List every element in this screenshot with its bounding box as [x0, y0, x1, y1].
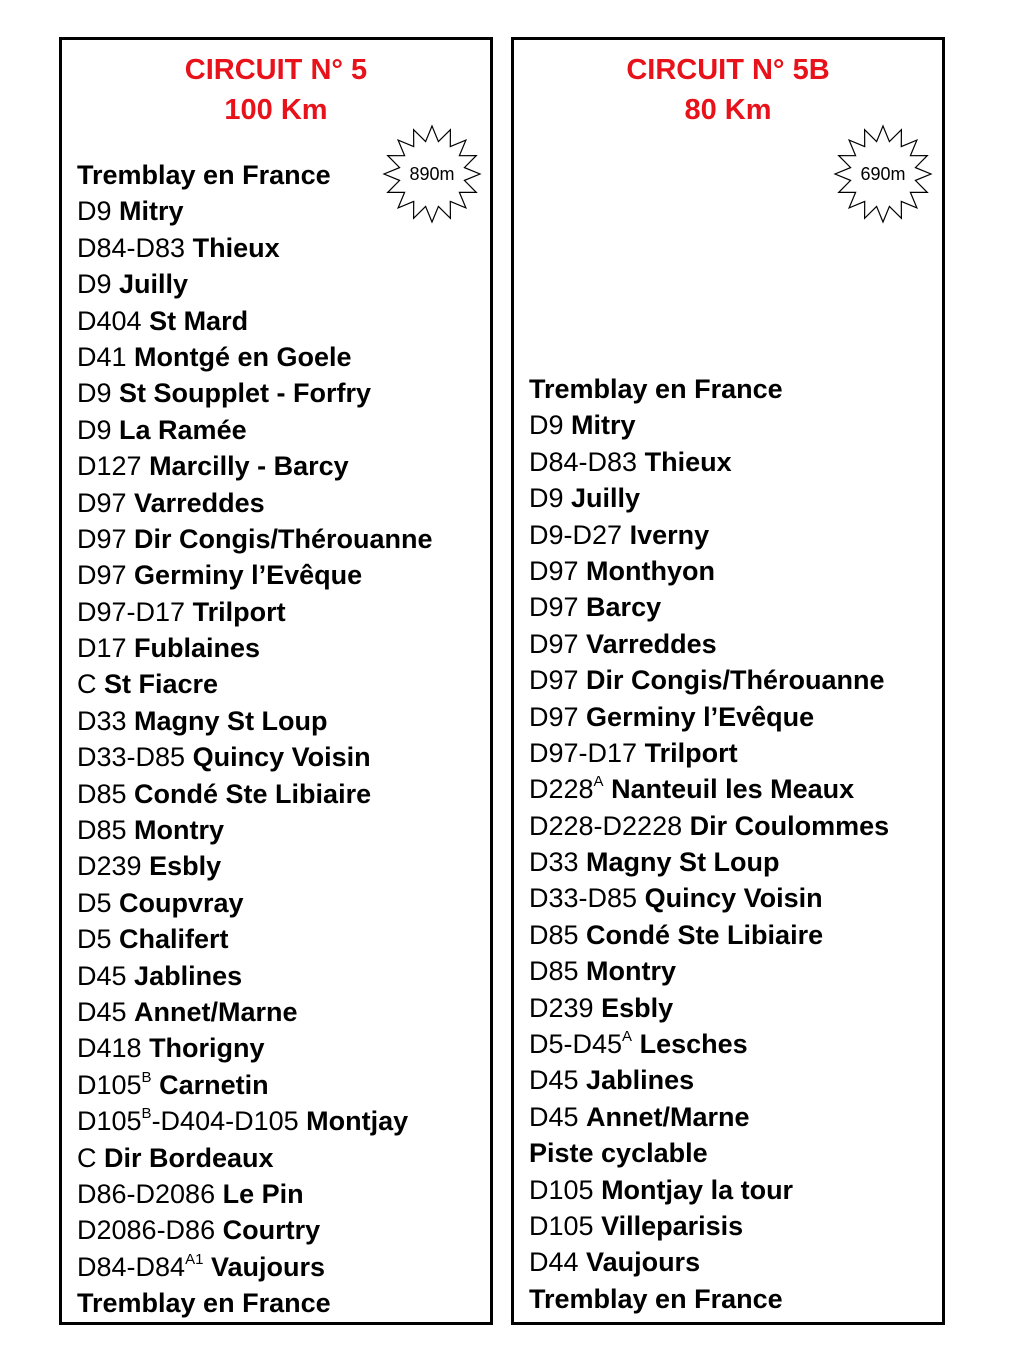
place-name: Thieux: [192, 232, 280, 263]
route-stop: [529, 662, 889, 698]
route-stop: [77, 230, 433, 266]
place-name: Quincy Voisin: [644, 883, 823, 914]
place-name: Marcilly - Barcy: [149, 451, 349, 482]
road-number: D33: [77, 705, 127, 736]
place-name: Vaujours: [586, 1247, 701, 1278]
road-number: D5: [77, 887, 112, 918]
route-stop: [529, 553, 889, 589]
circuit-5b-elevation: 690m: [860, 164, 906, 184]
route-stop: [77, 485, 433, 521]
circuit-5b-header: [514, 50, 942, 130]
route-stop: [77, 594, 433, 630]
place-name: Tremblay en France: [529, 1283, 783, 1314]
route-stop: [529, 1244, 889, 1280]
circuit-5b-route-list: [529, 371, 889, 1317]
circuit-5-title: CIRCUIT N° 5: [184, 54, 368, 86]
place-name: Esbly: [601, 992, 674, 1023]
circuit-5-header: [62, 50, 490, 130]
place-name: Trilport: [192, 596, 286, 627]
road-number: D85: [77, 815, 127, 846]
road-number: D5-D45: [529, 1029, 623, 1060]
place-name: Jablines: [586, 1065, 695, 1096]
route-stop: [77, 812, 433, 848]
circuit-5-panel: [59, 37, 493, 1325]
route-stop: [77, 1249, 433, 1285]
place-name: Tremblay en France: [529, 374, 783, 404]
route-stop: [77, 303, 433, 339]
place-name: Dir Congis/Thérouanne: [586, 665, 885, 696]
road-number: D86-D2086: [77, 1178, 216, 1209]
road-superscript: B: [141, 1068, 152, 1086]
place-name: Dir Congis/Thérouanne: [134, 523, 433, 554]
road-number: D84-D84: [77, 1251, 186, 1282]
route-stop: [529, 589, 889, 625]
route-stop: [529, 407, 889, 443]
road-number: D97: [529, 555, 579, 586]
road-number: D85: [77, 778, 127, 809]
road-number: D97-D17: [529, 737, 638, 768]
circuit-5b-elevation-badge: [833, 124, 933, 224]
place-name: Trilport: [644, 737, 738, 768]
place-name: Annet/Marne: [586, 1101, 750, 1132]
road-number: D45: [77, 960, 127, 991]
route-stop: [77, 666, 433, 702]
road-number: D9: [77, 414, 112, 445]
route-stop: [529, 844, 889, 880]
road-number: D9: [529, 483, 564, 514]
road-number: D9: [77, 378, 112, 409]
road-number: D5: [77, 924, 112, 955]
road-number: D17: [77, 633, 127, 664]
road-number: D97: [77, 523, 127, 554]
road-number: D97: [77, 487, 127, 518]
road-number: D33-D85: [77, 742, 186, 773]
place-name: Courtry: [222, 1215, 321, 1246]
route-stop: [77, 412, 433, 448]
circuit-5-distance: 100 Km: [224, 94, 328, 126]
place-name: Varreddes: [134, 487, 265, 518]
route-stop: [77, 885, 433, 921]
route-stop: [77, 1285, 433, 1321]
road-superscript: B: [141, 1105, 152, 1123]
route-stop: [77, 921, 433, 957]
road-number: D9: [529, 410, 564, 441]
place-name: Dir Coulommes: [689, 810, 890, 841]
place-name: Tremblay en France: [77, 1288, 331, 1319]
road-number: D105: [529, 1174, 594, 1205]
road-number: D45: [529, 1101, 579, 1132]
place-name: Nanteuil les Meaux: [611, 774, 855, 805]
route-stop: [77, 193, 433, 229]
route-stop: [77, 1140, 433, 1176]
road-number: D105: [529, 1210, 594, 1241]
road-number: D45: [77, 996, 127, 1027]
road-number: D404: [77, 305, 142, 336]
route-stop: [77, 448, 433, 484]
route-stop: [529, 1026, 889, 1062]
road-number: D239: [529, 992, 594, 1023]
road-number: D97-D17: [77, 596, 186, 627]
route-stop: [77, 958, 433, 994]
road-number: D239: [77, 851, 142, 882]
place-name: Barcy: [586, 592, 662, 623]
route-stop: [529, 1062, 889, 1098]
route-stop: [529, 444, 889, 480]
place-name: Monthyon: [586, 555, 716, 586]
place-name: Varreddes: [586, 628, 717, 659]
route-stop: [77, 630, 433, 666]
road-number: D84-D83: [77, 232, 186, 263]
place-name: Montry: [134, 815, 225, 846]
road-number: D418: [77, 1033, 142, 1064]
road-number: D127: [77, 451, 142, 482]
route-stop: [529, 1172, 889, 1208]
road-number: D97: [529, 592, 579, 623]
place-name: Germiny l’Evêque: [134, 560, 363, 591]
road-number: D228: [529, 774, 594, 805]
place-name: Mitry: [119, 196, 184, 227]
road-number: D228-D2228: [529, 810, 683, 841]
road-superscript: A: [622, 1028, 633, 1046]
place-name: Fublaines: [134, 633, 261, 664]
road-number: D44: [529, 1247, 579, 1278]
place-name: Montjay la tour: [601, 1174, 794, 1205]
road-number: D2086-D86: [77, 1215, 216, 1246]
place-name: Jablines: [134, 960, 243, 991]
place-name: Coupvray: [119, 887, 244, 918]
route-stop: [77, 1212, 433, 1248]
place-name: Germiny l’Evêque: [586, 701, 815, 732]
road-number: D33: [529, 847, 579, 878]
road-number: D85: [529, 919, 579, 950]
route-stop: [77, 994, 433, 1030]
road-superscript: A: [593, 773, 604, 791]
circuit-5b-distance: 80 Km: [684, 94, 772, 126]
place-name: Juilly: [571, 483, 641, 514]
route-stop: [529, 990, 889, 1026]
route-stop: [529, 1099, 889, 1135]
route-stop: [77, 521, 433, 557]
place-name: Iverny: [629, 519, 710, 550]
circuit-5-route-list: [77, 157, 433, 1322]
road-number: D85: [529, 956, 579, 987]
place-name: Dir Bordeaux: [104, 1142, 274, 1173]
route-stop: [77, 1067, 433, 1103]
place-name: Montry: [586, 956, 677, 987]
route-stop: [77, 266, 433, 302]
route-stop: [529, 1281, 889, 1317]
route-stop: [529, 626, 889, 662]
route-stop: [529, 880, 889, 916]
place-name: Condé Ste Libiaire: [586, 919, 824, 950]
place-name: Villeparisis: [601, 1210, 744, 1241]
road-number: D105: [77, 1106, 142, 1137]
road-number: D97: [529, 701, 579, 732]
route-stop: [77, 1030, 433, 1066]
place-name: Thorigny: [149, 1033, 265, 1064]
circuit-5b-panel: [511, 37, 945, 1325]
route-stop: [529, 808, 889, 844]
route-stop: [529, 699, 889, 735]
place-name: St Mard: [149, 305, 249, 336]
road-number: D9: [77, 196, 112, 227]
place-name: Annet/Marne: [134, 996, 298, 1027]
route-stop: [77, 703, 433, 739]
place-name: Le Pin: [222, 1178, 304, 1209]
place-name: Thieux: [644, 446, 732, 477]
road-number: D97: [529, 665, 579, 696]
place-name: Lesches: [639, 1029, 748, 1060]
road-number: D9: [77, 269, 112, 300]
road-number: C: [77, 1142, 97, 1173]
route-stop: [77, 776, 433, 812]
route-stop: [529, 371, 889, 407]
road-number: D9-D27: [529, 519, 623, 550]
road-number: D45: [529, 1065, 579, 1096]
place-name: Chalifert: [119, 924, 229, 955]
route-stop: [529, 517, 889, 553]
place-name: Magny St Loup: [586, 847, 780, 878]
route-stop: [77, 557, 433, 593]
place-name: Mitry: [571, 410, 636, 441]
road-number: D97: [77, 560, 127, 591]
place-name: Vaujours: [210, 1251, 325, 1282]
route-stop: [77, 739, 433, 775]
circuit-5b-title: CIRCUIT N° 5B: [626, 54, 830, 86]
place-name: Esbly: [149, 851, 222, 882]
road-number: D97: [529, 628, 579, 659]
route-stop: [529, 917, 889, 953]
route-stop: [529, 735, 889, 771]
place-name: St Soupplet - Forfry: [119, 378, 372, 409]
route-stop: [529, 953, 889, 989]
place-name: La Ramée: [119, 414, 247, 445]
place-name: Carnetin: [159, 1069, 269, 1100]
route-stop: [77, 1103, 433, 1139]
road-number: D84-D83: [529, 446, 638, 477]
place-name: Tremblay en France: [77, 160, 331, 190]
road-superscript: A1: [185, 1250, 204, 1268]
route-stop: [529, 1135, 889, 1171]
place-name: St Fiacre: [104, 669, 219, 700]
road-number: D105: [77, 1069, 142, 1100]
road-number-suffix: -D404-D105: [151, 1106, 299, 1137]
route-stop: [77, 1176, 433, 1212]
place-name: Juilly: [119, 269, 189, 300]
route-stop: [529, 480, 889, 516]
route-stop: [77, 157, 433, 193]
place-name: Magny St Loup: [134, 705, 328, 736]
place-name: Condé Ste Libiaire: [134, 778, 372, 809]
route-stop: [77, 375, 433, 411]
route-stop: [529, 771, 889, 807]
route-stop: [529, 1208, 889, 1244]
road-number: D41: [77, 341, 127, 372]
route-stop: [77, 848, 433, 884]
place-name: Montjay: [306, 1106, 409, 1137]
place-name: Quincy Voisin: [192, 742, 371, 773]
road-number: D33-D85: [529, 883, 638, 914]
route-stop: [77, 339, 433, 375]
circuit-5-elevation: 890m: [409, 164, 455, 184]
road-number: C: [77, 669, 97, 700]
place-name: Montgé en Goele: [134, 341, 352, 372]
place-name: Piste cyclable: [529, 1138, 708, 1169]
